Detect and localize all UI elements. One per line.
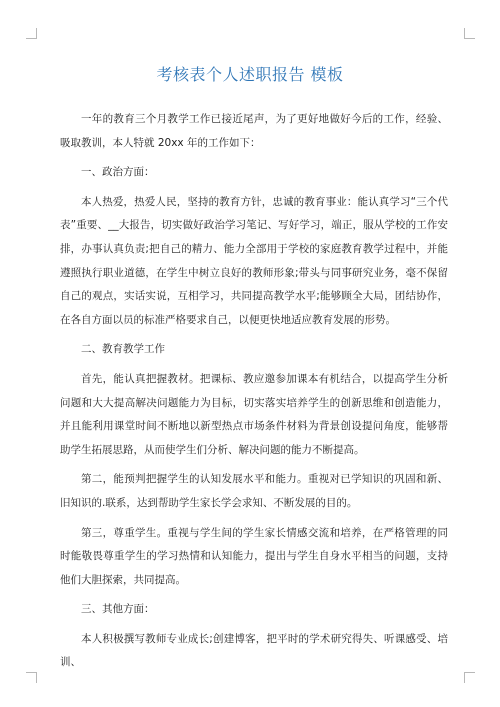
teaching-paragraph-2: 第二，能预判把握学生的认知发展水平和能力。重视对已学知识的巩固和新、旧知识的.联系，达到帮助学生家长学会求知、不断发展的目的。 [60,473,448,509]
section-heading-teaching: 二、教育教学工作 [81,343,165,356]
page-corner-mark-bottom-left [26,672,37,683]
document-title: 考核表个人述职报告 模板 [156,65,344,84]
teaching-paragraph-1: 首先，能认真把握教材。把课标、教应邀参加课本有机结合，以提高学生分析问题和大大提高解决问题能力为目标，切实落实培养学生的创新思维和创造能力，并且能利用课堂时间不断地以新型热点市场条件材料为背景创设提问角度，能够帮助学生拓展思路，从而使学生们分析、解决问题的能力不断提高。 [60,372,448,456]
page-corner-mark-bottom-right [464,672,475,683]
other-paragraph: 本人积极撰写教师专业成长;创建博客，把平时的学术研究得失、听课感受、培训、 [60,632,448,669]
document-body [60,108,448,681]
page-corner-mark-top-left [26,28,37,39]
section-heading-politics: 一、政治方面： [81,166,155,179]
teaching-paragraph-3: 第三，尊重学生。重视与学生间的学生家长情感交流和培养，在严格管理的同时能敬畏尊重学生的学习热情和认知能力，提出与学生自身水平相当的问题，支持他们大胆探索，共同提高。 [60,526,448,586]
section-heading-other: 三、其他方面： [81,603,155,616]
intro-paragraph: 一年的教育三个月教学工作已接近尾声，为了更好地做好今后的工作，经验、吸取教训，本人特就 20xx 年的工作如下： [60,113,448,149]
page-corner-mark-top-right [464,28,475,39]
politics-paragraph: 本人热爱，热爱人民，坚持的教育方针，忠诚的教育事业：能认真学习“三个代表”重要、__大报告，切实做好政治学习笔记、写好学习，端正，服从学校的工作安排，办事认真负责;把自己的精力、能力全部用于学校的家庭教育教学过程中，并能遵照执行职业道德，在学生中树立良好的教师形象;带头与同事研究业务，毫不保留自己的观点，实话实说，互相学习，共同提高教学水平;能够顾全大局，团结协作，在各自方面以员的标准严格要求自己，以便更快地适应教育发展的形势。 [60,195,448,326]
